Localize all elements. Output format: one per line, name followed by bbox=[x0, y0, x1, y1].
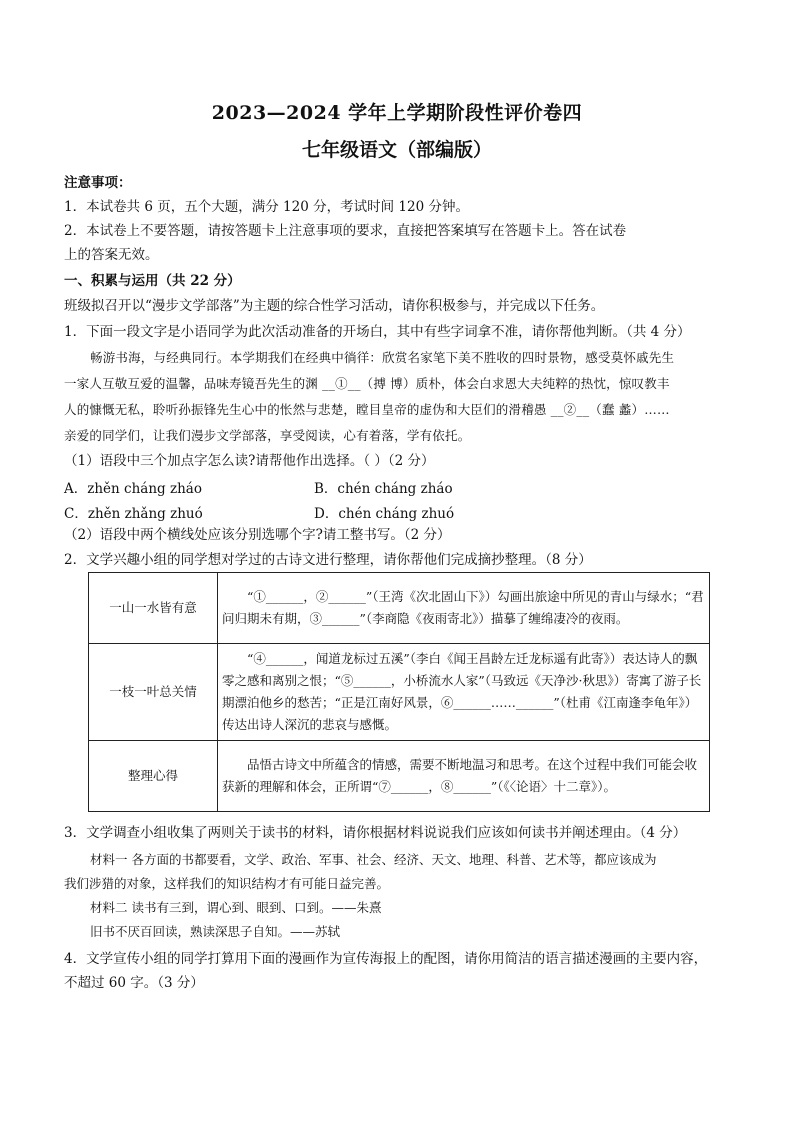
question-4-line-1: 4．文学宣传小组的同学打算用下面的漫画作为宣传海报上的配图，请你用简洁的语言描述漫画的主要内容， bbox=[64, 951, 708, 967]
section-1-heading: 一、积累与运用（共 22 分） bbox=[64, 273, 241, 289]
section-1-intro: 班级拟召开以“漫步文学部落”为主题的综合性学习活动，请你积极参与，并完成以下任务。 bbox=[64, 298, 605, 314]
question-1-1: （1）语段中三个加点字怎么读?请帮他作出选择。（ ）（2 分） bbox=[64, 453, 435, 469]
option-c: C．zhěn zhǎng zhuó bbox=[64, 506, 203, 522]
passage-line-2: 一家人互敬互爱的温馨，品味寿镜吾先生的渊 __①__（搏 博）质朴，体会白求恩大夫纯粹的热忱，惊叹教丰 bbox=[64, 376, 670, 391]
material-1-line-1: 材料一 各方面的书都要看，文学、政治、军事、社会、经济、天文、地理、科普、艺术等，都应该成为 bbox=[90, 852, 657, 867]
material-2-line-1: 材料二 读书有三到，谓心到、眼到、口到。——朱熹 bbox=[90, 900, 382, 915]
notice-heading: 注意事项： bbox=[64, 175, 132, 191]
material-1-line-2: 我们涉猎的对象，这样我们的知识结构才有可能日益完善。 bbox=[64, 876, 390, 891]
table-row-label: 一山一水皆有意 bbox=[89, 573, 218, 644]
poetry-table bbox=[88, 572, 710, 812]
passage-line-1: 畅游书海，与经典同行。本学期我们在经典中徜徉：欣赏名家笔下美不胜收的四时景物，感受莫怀戚先生 bbox=[90, 350, 675, 365]
table-row-label: 一枝一叶总关情 bbox=[89, 644, 218, 741]
table-row bbox=[89, 741, 710, 812]
question-4-line-2: 不超过 60 字。（3 分） bbox=[64, 975, 204, 991]
question-3: 3．文学调查小组收集了两则关于读书的材料，请你根据材料说说我们应该如何读书并阐述理由。（4 分） bbox=[64, 825, 687, 841]
notice-item-2-line-2: 上的答案无效。 bbox=[64, 247, 159, 263]
option-b: B．chén cháng zháo bbox=[314, 481, 453, 497]
question-2: 2．文学兴趣小组的同学想对学过的古诗文进行整理，请你帮他们完成摘抄整理。（8 分） bbox=[64, 552, 592, 568]
question-1: 1．下面一段文字是小语同学为此次活动准备的开场白，其中有些字词拿不准，请你帮他判断。（共 4 分） bbox=[64, 324, 691, 340]
notice-item-1: 1．本试卷共 6 页，五个大题，满分 120 分，考试时间 120 分钟。 bbox=[64, 199, 469, 215]
passage-line-3: 人的慷慨无私，聆听孙振锋先生心中的怅然与悲楚，瞠目皇帝的虚伪和大臣们的滑稽愚 __②__（蠢 蠡）…… bbox=[64, 402, 670, 417]
exam-title: 2023—2024 学年上学期阶段性评价卷四 bbox=[211, 102, 583, 124]
material-2-line-2: 旧书不厌百回读，熟读深思子自知。——苏轼 bbox=[90, 924, 341, 939]
table-row-text: “④______，闻道龙标过五溪”（李白《闻王昌龄左迁龙标遥有此寄》）表达诗人的飘零之感和离别之恨；“⑤______，小桥流水人家”（马致远《天净沙·秋思》）寄寓了游子长期漂泊他乡的愁苦；“正是江南好风景，⑥______……______”（杜甫《江南逢李龟年》）传达出诗人深沉的悲哀与感慨。 bbox=[218, 644, 710, 741]
table-row bbox=[89, 644, 710, 741]
passage-line-4: 亲爱的同学们，让我们漫步文学部落，享受阅读，心有着落，学有依托。 bbox=[64, 428, 471, 443]
question-1-2: （2）语段中两个横线处应该分别选哪个字?请工整书写。（2 分） bbox=[64, 527, 451, 543]
notice-item-2-line-1: 2．本试卷上不要答题，请按答题卡上注意事项的要求，直接把答案填写在答题卡上。答在试卷 bbox=[64, 223, 627, 239]
option-d: D．chén cháng zhuó bbox=[314, 506, 455, 522]
exam-subtitle: 七年级语文（部编版） bbox=[301, 139, 492, 161]
table-row-text: “①______，②______”（王湾《次北固山下》）勾画出旅途中所见的青山与绿水；“君问归期未有期，③______”（李商隐《夜雨寄北》）描摹了缠绵凄冷的夜雨。 bbox=[218, 573, 710, 644]
table-row-label: 整理心得 bbox=[89, 741, 218, 812]
table-row bbox=[89, 573, 710, 644]
table-row-text: 品悟古诗文中所蕴含的情感，需要不断地温习和思考。在这个过程中我们可能会收获新的理解和体会，正所谓“⑦______，⑧______”（《〈论语〉十二章》）。 bbox=[218, 741, 710, 812]
option-a: A．zhěn cháng zháo bbox=[64, 481, 202, 497]
